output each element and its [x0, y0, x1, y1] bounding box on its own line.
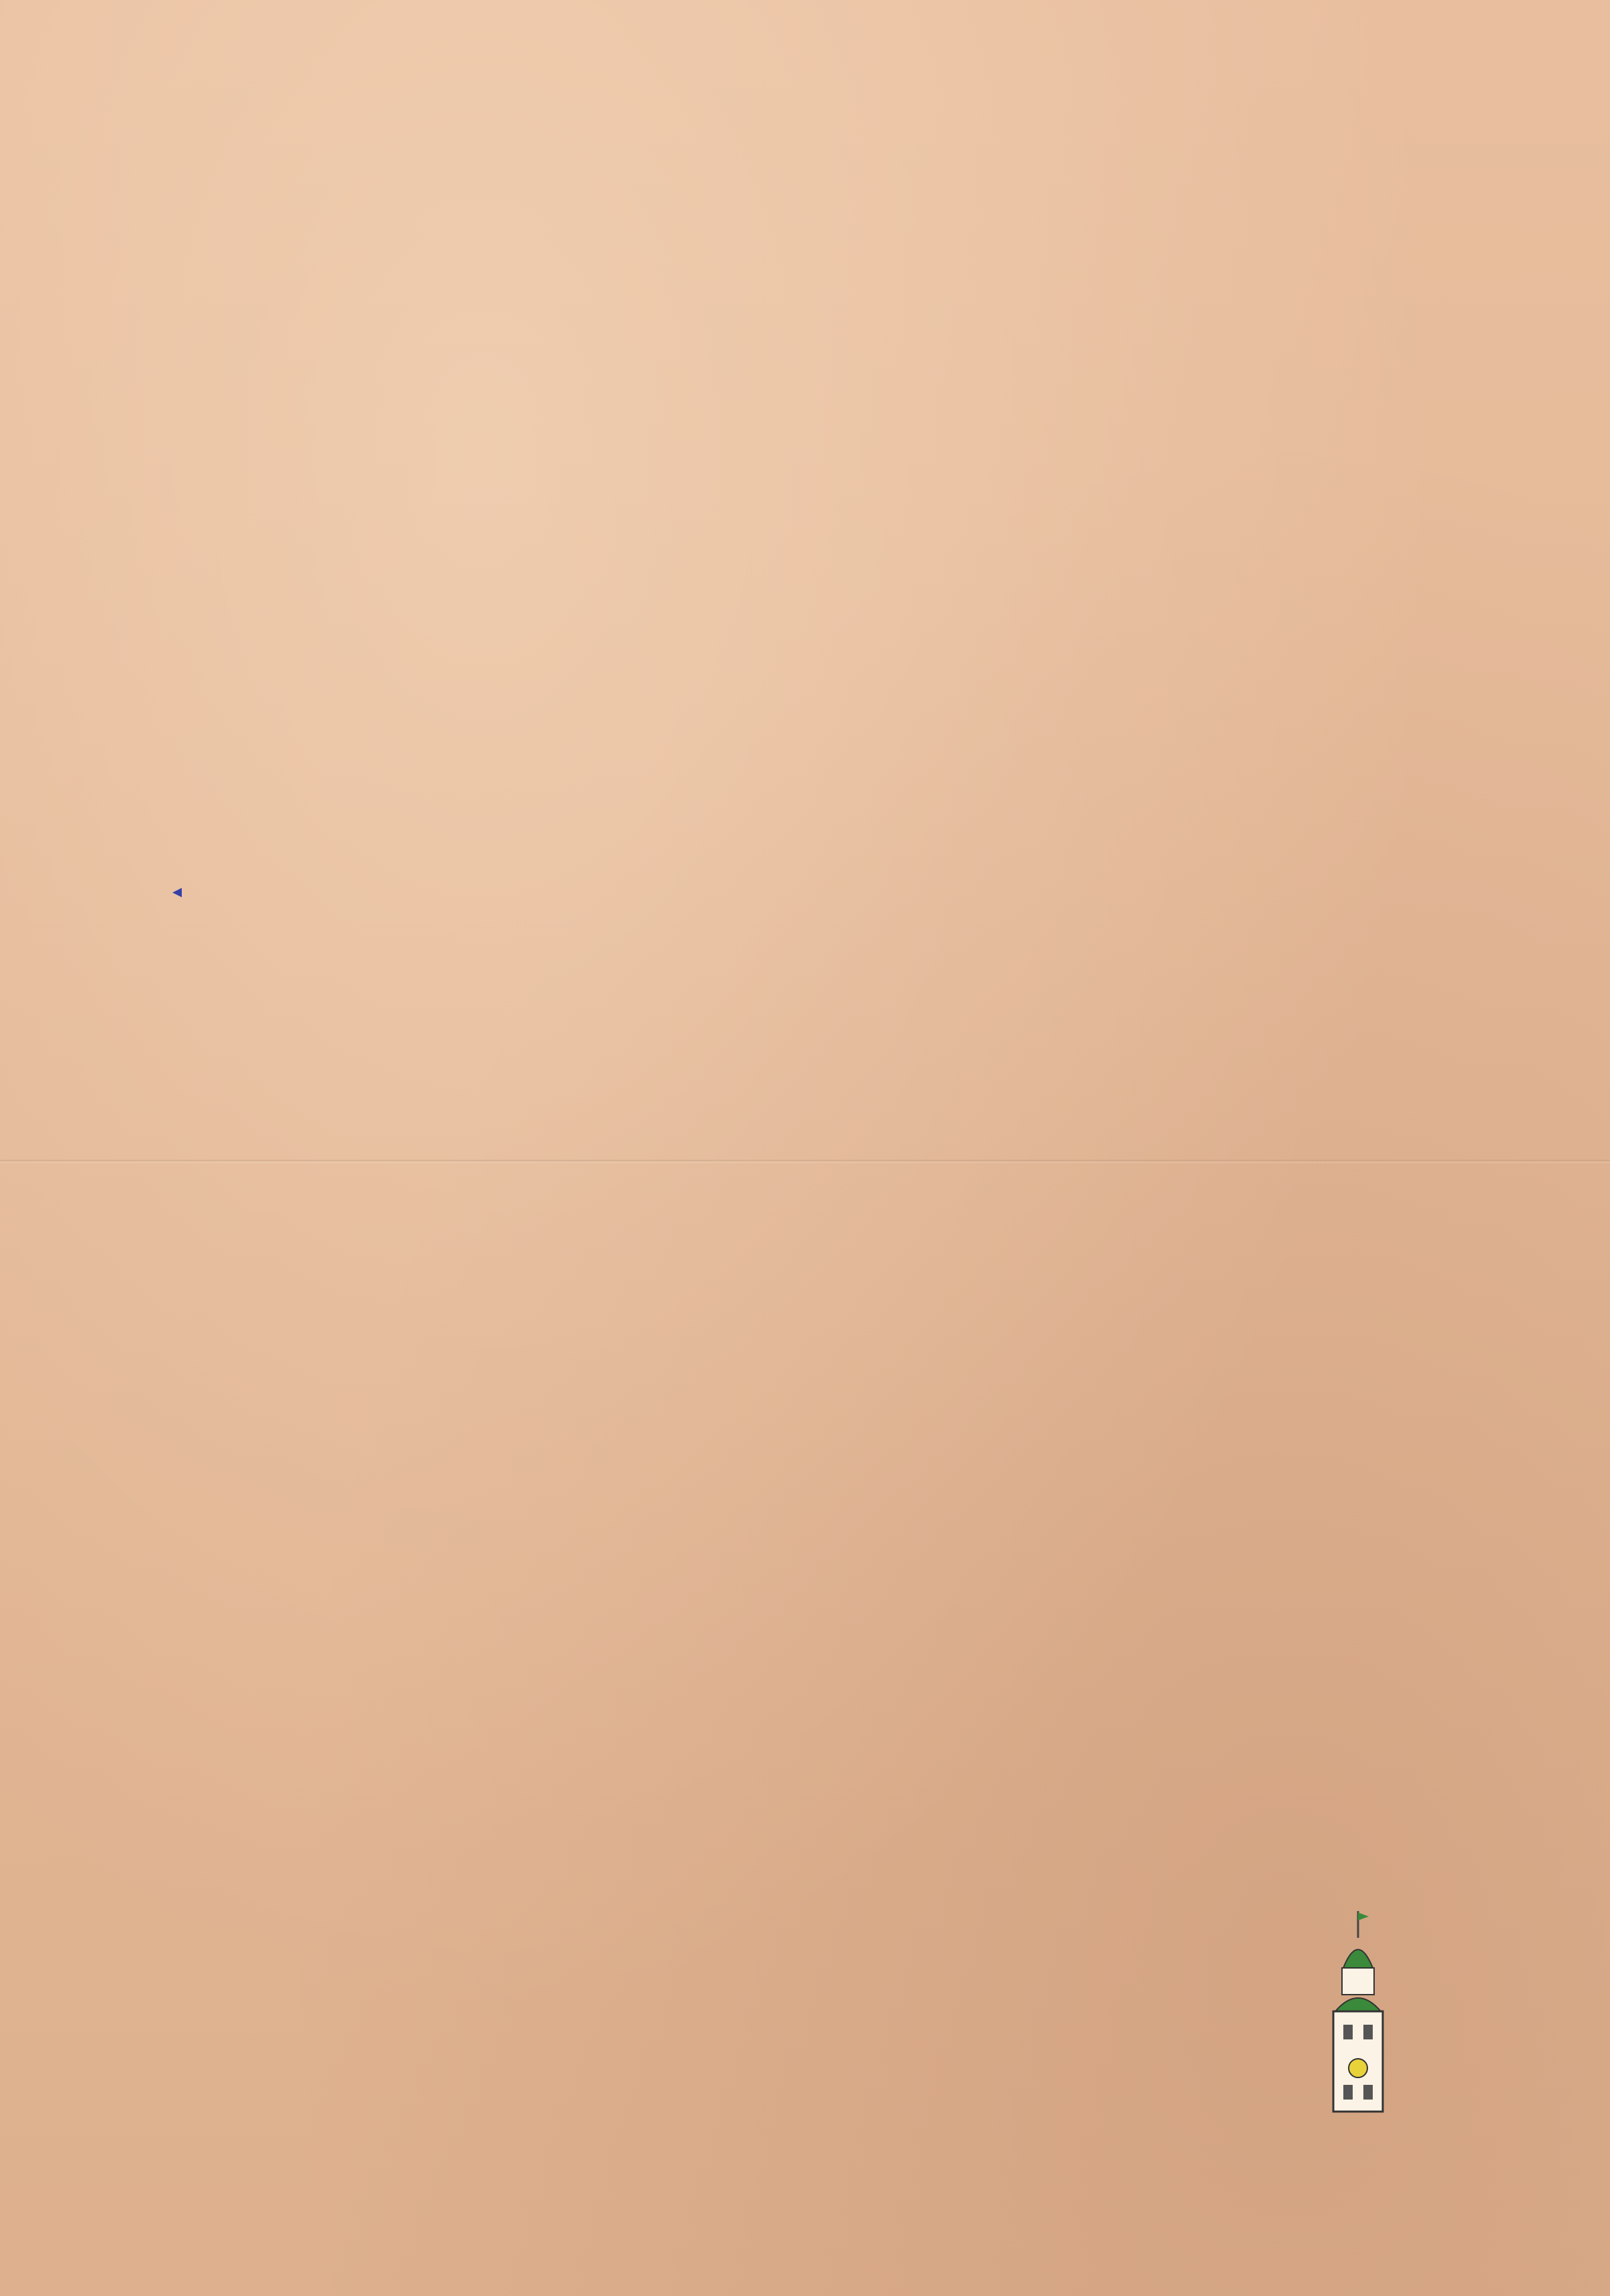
section-3-heading-row [249, 1477, 268, 1526]
archive-stamp-logo [1183, 1838, 1530, 2185]
paper-fold-line [0, 1159, 1610, 1163]
margin-arrow-icon: ◂ [172, 880, 182, 902]
town-hall-tower-icon [1333, 1911, 1383, 2112]
